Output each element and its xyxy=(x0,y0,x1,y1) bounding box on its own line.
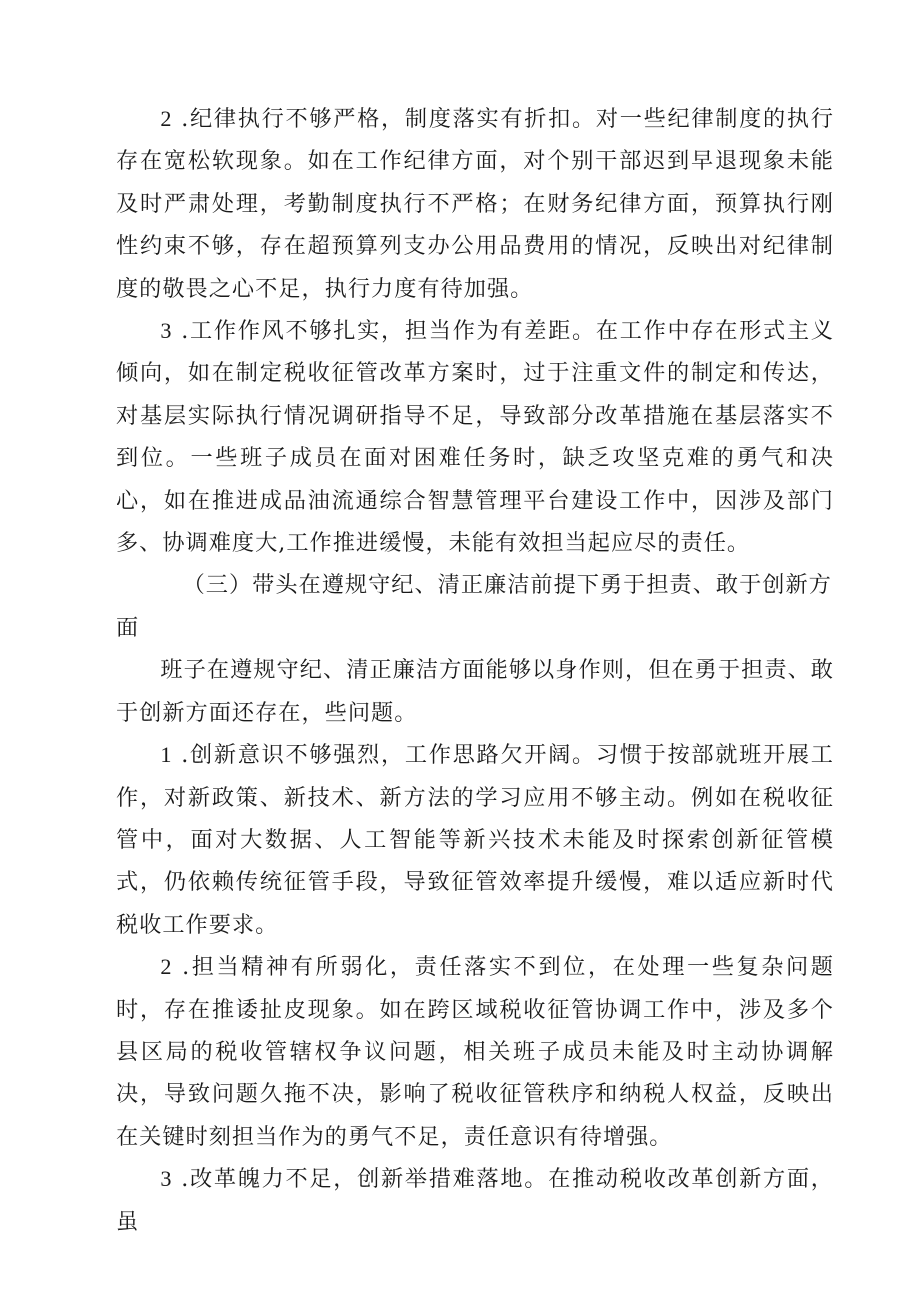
paragraph-text: .纪律执行不够严格，制度落实有折扣。对一些纪律制度的执行存在宽松软现象。如在工作纪律方面，对个别干部迟到早退现象未能及时严肃处理，考勤制度执行不严格；在财务纪律方面，预算执行刚性约束不够，存在超预算列支办公用品费用的情况，反映出对纪律制度的敬畏之心不足，执行力度有待加强。 xyxy=(116,106,834,302)
paragraph-text: .创新意识不够强烈，工作思路欠开阔。习惯于按部就班开展工作，对新政策、新技术、新方法的学习应用不够主动。例如在税收征管中，面对大数据、人工智能等新兴技术未能及时探索创新征管模式，仍依赖传统征管手段，导致征管效率提升缓慢，难以适应新时代税收工作要求。 xyxy=(116,742,834,938)
paragraph-text: .工作作风不够扎实，担当作为有差距。在工作中存在形式主义倾向，如在制定税收征管改革方案时，过于注重文件的制定和传达，对基层实际执行情况调研指导不足，导致部分改革措施在基层落实不到位。一些班子成员在面对困难任务时，缺乏攻坚克难的勇气和决心，如在推进成品油流通综合智慧管理平台建设工作中，因涉及部门多、协调难度大,工作推进缓慢，未能有效担当起应尽的责任。 xyxy=(116,318,834,557)
paragraph-text: .担当精神有所弱化，责任落实不到位，在处理一些复杂问题时，存在推诿扯皮现象。如在跨区域税收征管协调工作中，涉及多个县区局的税收管辖权争议问题，相关班子成员未能及时主动协调解决，导致问题久拖不决，影响了税收征管秩序和纳税人权益，反映出在关键时刻担当作为的勇气不足，责任意识有待增强。 xyxy=(116,954,834,1150)
paragraph-innovation-awareness xyxy=(116,734,834,946)
paragraph-discipline-enforcement xyxy=(116,98,834,310)
paragraph-text: .改革魄力不足，创新举措难落地。在推动税收改革创新方面，虽 xyxy=(116,1166,834,1235)
paragraph-section-intro xyxy=(116,649,834,734)
document-body xyxy=(116,98,834,1243)
heading-text: （三）带头在遵规守纪、清正廉洁前提下勇于担责、敢于创新方面 xyxy=(116,572,832,641)
item-number: 2 xyxy=(160,106,173,131)
paragraph-responsibility xyxy=(116,946,834,1158)
item-number: 1 xyxy=(160,742,173,768)
paragraph-reform-courage xyxy=(116,1158,834,1243)
item-number: 2 xyxy=(160,954,173,980)
paragraph-text: 班子在遵规守纪、清正廉洁方面能够以身作则，但在勇于担责、敢于创新方面还存在，些问题。 xyxy=(116,657,834,726)
item-number: 3 xyxy=(160,318,173,344)
paragraph-work-style xyxy=(116,310,834,564)
section-heading xyxy=(116,564,834,649)
item-number: 3 xyxy=(160,1166,173,1192)
